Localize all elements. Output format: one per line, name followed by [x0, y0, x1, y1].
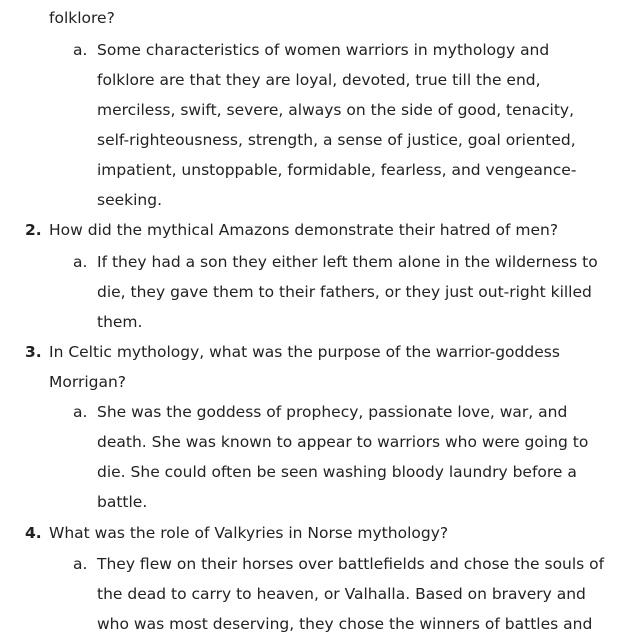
question-3-line-1: In Celtic mythology, what was the purpose of the warrior-goddess: [49, 343, 560, 361]
answer-3-line-2: death. She was known to appear to warriors who were going to: [97, 433, 589, 451]
question-2-text: How did the mythical Amazons demonstrate their hatred of men?: [49, 221, 559, 239]
question-3-number: 3.: [25, 343, 42, 361]
answer-4-marker: a.: [73, 555, 88, 573]
answer-1-line-5: impatient, unstoppable, formidable, fearless, and vengeance-: [97, 161, 577, 179]
answer-1-marker: a.: [73, 41, 88, 59]
answer-2-line-1: If they had a son they either left them alone in the wilderness to: [97, 253, 598, 271]
question-1-tail: folklore?: [49, 9, 115, 27]
answer-1-line-4: self-righteousness, strength, a sense of justice, goal oriented,: [97, 131, 576, 149]
answer-1-line-3: merciless, swift, severe, always on the side of good, tenacity,: [97, 101, 575, 119]
answer-1-line-1: Some characteristics of women warriors in mythology and: [97, 41, 550, 59]
answer-4-line-2: the dead to carry to heaven, or Valhalla. Based on bravery and: [97, 585, 586, 603]
answer-4-line-1: They flew on their horses over battlefields and chose the souls of: [97, 555, 605, 573]
question-4-text: What was the role of Valkyries in Norse mythology?: [49, 524, 449, 542]
answer-3-line-1: She was the goddess of prophecy, passionate love, war, and: [97, 403, 568, 421]
answer-3-line-4: battle.: [97, 493, 148, 511]
answer-3-line-3: die. She could often be seen washing bloody laundry before a: [97, 463, 577, 481]
answer-4-line-3: who was most deserving, they chose the winners of battles and: [97, 615, 593, 633]
answer-2-line-2: die, they gave them to their fathers, or they just out-right killed: [97, 283, 592, 301]
answer-2-line-3: them.: [97, 313, 143, 331]
answer-2-marker: a.: [73, 253, 88, 271]
question-4-number: 4.: [25, 524, 42, 542]
question-2-number: 2.: [25, 221, 42, 239]
question-3-line-2: Morrigan?: [49, 373, 127, 391]
answer-3-marker: a.: [73, 403, 88, 421]
answer-1-line-6: seeking.: [97, 191, 163, 209]
answer-1-line-2: folklore are that they are loyal, devoted, true till the end,: [97, 71, 541, 89]
